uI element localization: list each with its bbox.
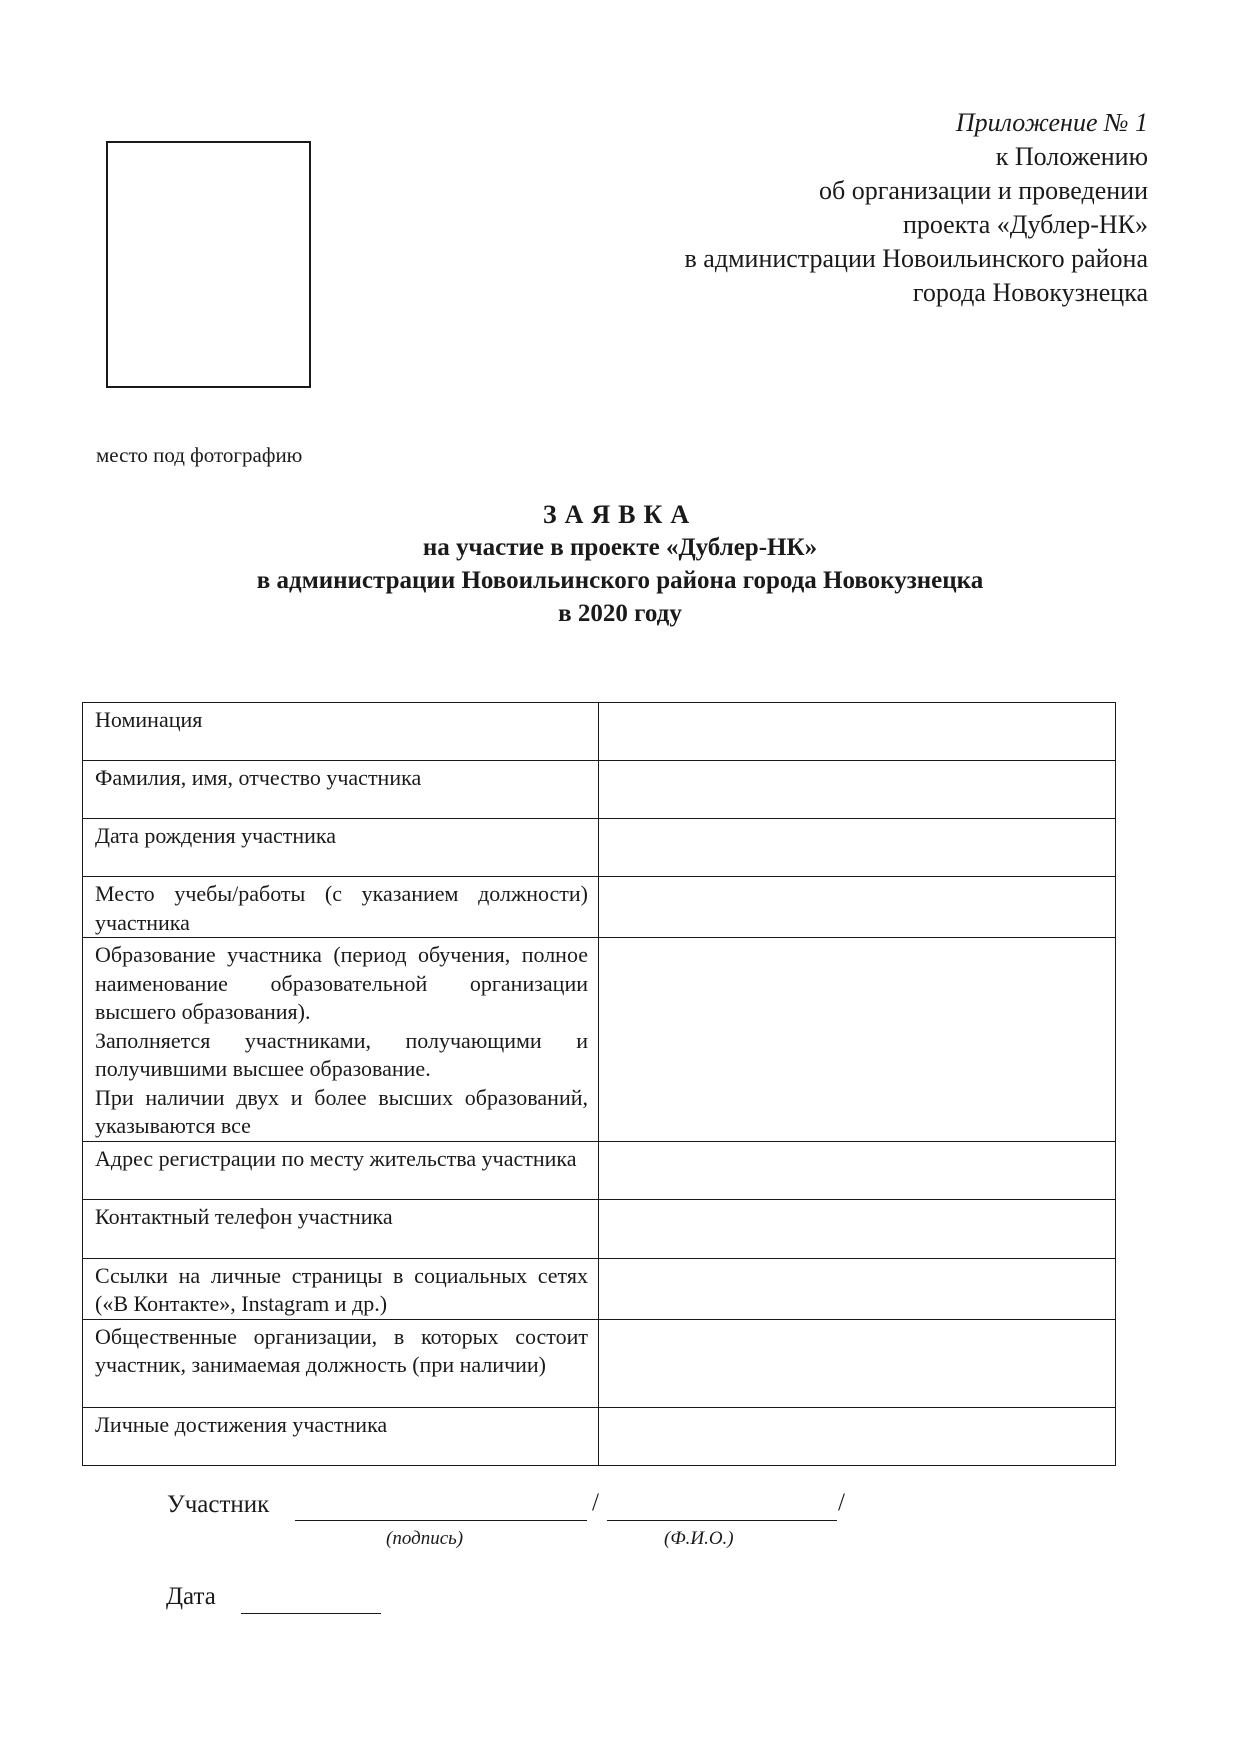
photo-caption: место под фотографию: [96, 443, 303, 467]
table-row: [83, 1258, 1116, 1319]
appendix-line: в администрации Новоильинского района: [684, 244, 1148, 273]
field-value[interactable]: [599, 1407, 1116, 1465]
appendix-number: Приложение № 1: [955, 108, 1148, 137]
field-label: [83, 938, 599, 1142]
table-row: [83, 761, 1116, 819]
field-value[interactable]: [599, 1319, 1116, 1407]
field-label-main: Образование участника (период обучения, полное наименование образовательной организации высшего образования).: [95, 942, 588, 1024]
signature-hint: (подпись): [386, 1528, 464, 1549]
field-label: Ссылки на личные страницы в социальных сетях («В Контакте», Instagram и др.): [83, 1258, 599, 1319]
title-head: ЗАЯВКА: [542, 500, 698, 529]
appendix-line: города Новокузнецка: [912, 278, 1148, 307]
title-line: в 2020 году: [558, 600, 682, 627]
separator-slash: /: [592, 1489, 599, 1516]
field-label: Личные достижения участника: [83, 1407, 599, 1465]
date-label: Дата: [166, 1583, 216, 1610]
signature-line[interactable]: [295, 1491, 587, 1521]
field-value[interactable]: [599, 1141, 1116, 1199]
field-value[interactable]: [599, 761, 1116, 819]
full-name-line[interactable]: [607, 1491, 837, 1521]
field-label: Адрес регистрации по месту жительства участника: [83, 1141, 599, 1199]
table-row: [83, 1199, 1116, 1258]
table-row: [83, 1319, 1116, 1407]
appendix-line: об организации и проведении: [819, 176, 1148, 205]
field-label-note: Заполняется участниками, получающими и получившими высшее образование.: [95, 1027, 588, 1081]
field-value[interactable]: [599, 1199, 1116, 1258]
full-name-hint: (Ф.И.О.): [664, 1528, 734, 1549]
table-row: [83, 938, 1116, 1142]
field-label: Общественные организации, в которых состоит участник, занимаемая должность (при наличии): [83, 1319, 599, 1407]
field-label: Контактный телефон участника: [83, 1199, 599, 1258]
field-value[interactable]: [599, 1258, 1116, 1319]
field-label: Место учебы/работы (с указанием должности) участника: [83, 877, 599, 938]
field-label-note: При наличии двух и более высших образований, указываются все: [95, 1084, 588, 1138]
separator-slash: /: [838, 1489, 845, 1516]
appendix-header: [685, 106, 1148, 310]
application-form-table: [82, 702, 1116, 1466]
field-label: Номинация: [83, 703, 599, 761]
field-label: Дата рождения участника: [83, 819, 599, 877]
field-value[interactable]: [599, 877, 1116, 938]
appendix-line: к Положению: [995, 142, 1148, 171]
date-line[interactable]: [241, 1583, 381, 1614]
field-value[interactable]: [599, 703, 1116, 761]
field-value[interactable]: [599, 819, 1116, 877]
participant-label: Участник: [167, 1491, 270, 1518]
table-row: [83, 1141, 1116, 1199]
table-row: [83, 819, 1116, 877]
table-row: [83, 703, 1116, 761]
photo-placeholder: [106, 141, 311, 388]
title-line: на участие в проекте «Дублер-НК»: [422, 534, 818, 561]
title-line: в администрации Новоильинского района города Новокузнецка: [256, 567, 984, 594]
field-value[interactable]: [599, 938, 1116, 1142]
appendix-line: проекта «Дублер-НК»: [902, 210, 1148, 239]
field-label: Фамилия, имя, отчество участника: [83, 761, 599, 819]
table-row: [83, 1407, 1116, 1465]
document-title: [0, 498, 1240, 630]
table-row: [83, 877, 1116, 938]
